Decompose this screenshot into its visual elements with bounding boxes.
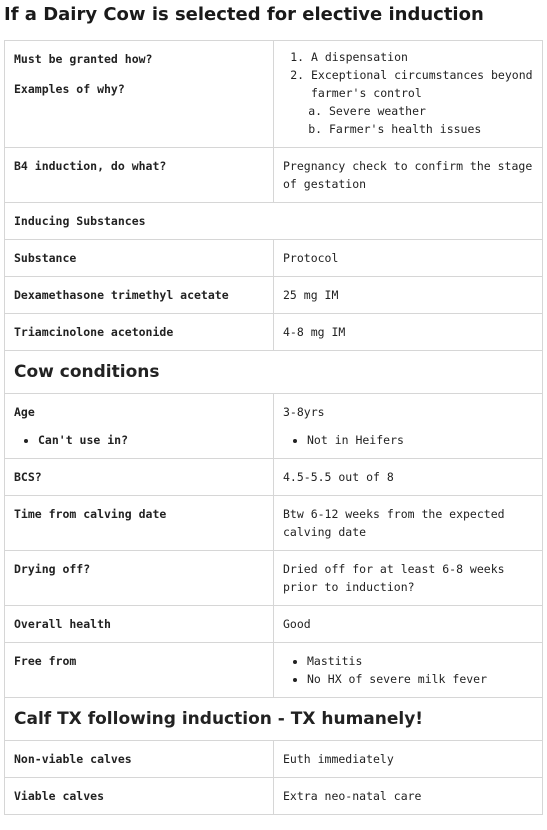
value-cell: 4-8 mg IM [274,314,543,351]
list-item-text: Exceptional circumstances beyond farmer's control [311,68,533,100]
table-row [5,643,543,698]
list-item: b. Farmer's health issues [329,120,533,138]
section-label: Inducing Substances [5,203,543,240]
question-why: Examples of why? [14,82,125,96]
value-cell: Dried off for at least 6-8 weeks prior to induction? [274,551,543,606]
bullet-list [283,431,533,449]
key-cell: B4 induction, do what? [5,148,274,203]
bullet-list [283,652,533,688]
notes-table [4,40,543,815]
value-cell: Extra neo-natal care [274,778,543,815]
table-row [5,351,543,394]
key-cell: Free from [5,643,274,698]
list-item: • Can't use in? [38,431,264,449]
value-cell [274,394,543,459]
section-heading: Cow conditions [5,351,543,394]
age-value: 3-8yrs [283,405,325,419]
value-cell [274,41,543,148]
question-granted: Must be granted how? [14,52,153,66]
key-cell: Dexamethasone trimethyl acetate [5,277,274,314]
value-cell: 4.5-5.5 out of 8 [274,459,543,496]
list-item: 1. A dispensation [311,48,533,66]
key-cell: Drying off? [5,551,274,606]
value-cell: Pregnancy check to confirm the stage of gestation [274,148,543,203]
key-cell: Time from calving date [5,496,274,551]
table-row [5,148,543,203]
value-cell: Btw 6-12 weeks from the expected calving date [274,496,543,551]
table-row [5,277,543,314]
table-row [5,778,543,815]
key-cell [5,394,274,459]
page-title: If a Dairy Cow is selected for elective induction [4,4,484,25]
table-row [5,741,543,778]
key-cell: Substance [5,240,274,277]
value-cell: 25 mg IM [274,277,543,314]
list-item: a. Severe weather [329,102,533,120]
age-label: Age [14,405,35,419]
table-row [5,496,543,551]
list-item [311,66,533,138]
numbered-list [283,48,533,138]
key-cell [5,41,274,148]
table-row [5,394,543,459]
table-row [5,41,543,148]
key-cell: Triamcinolone acetonide [5,314,274,351]
value-cell: Euth immediately [274,741,543,778]
value-cell: Good [274,606,543,643]
table-row [5,606,543,643]
list-item: • Not in Heifers [307,431,533,449]
key-cell: BCS? [5,459,274,496]
value-cell: Protocol [274,240,543,277]
key-cell: Viable calves [5,778,274,815]
section-heading: Calf TX following induction - TX humanely! [5,698,543,741]
list-item: • No HX of severe milk fever [307,670,533,688]
value-cell [274,643,543,698]
table-row [5,240,543,277]
table-row [5,203,543,240]
key-cell: Overall health [5,606,274,643]
table-row [5,698,543,741]
table-row [5,551,543,606]
key-cell: Non-viable calves [5,741,274,778]
lettered-list [311,102,533,138]
table-row [5,459,543,496]
table-row [5,314,543,351]
list-item: • Mastitis [307,652,533,670]
bullet-list [14,431,264,449]
